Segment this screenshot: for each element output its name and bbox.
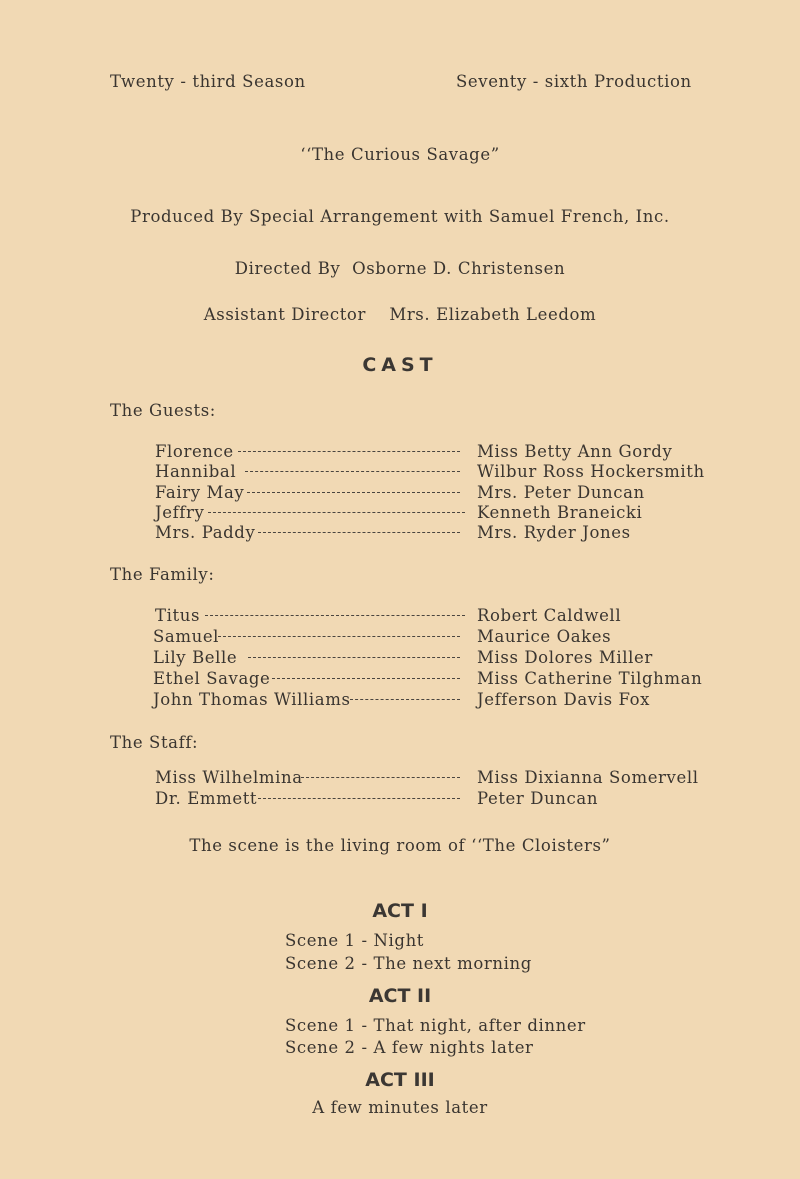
act-heading: ACT III (365, 1069, 435, 1091)
produced-by-line: Produced By Special Arrangement with Samuel French, Inc. (130, 207, 670, 226)
cast-row (0, 648, 800, 670)
role-name: Mrs. Paddy (155, 523, 256, 542)
actor-name: Robert Caldwell (477, 606, 622, 625)
scene-line: Scene 1 - That night, after dinner (285, 1016, 586, 1035)
dash-leader (301, 777, 460, 778)
actor-name: Miss Betty Ann Gordy (477, 442, 673, 461)
season-label: Twenty - third Season (110, 72, 306, 91)
act-heading: ACT I (372, 900, 428, 922)
actor-name: Maurice Oakes (477, 627, 612, 646)
assistant-director-line: Assistant Director Mrs. Elizabeth Leedom (203, 305, 597, 324)
dash-leader (248, 657, 460, 658)
role-name: Hannibal (155, 462, 237, 481)
actor-name: Mrs. Peter Duncan (477, 483, 645, 502)
dash-leader (258, 798, 460, 799)
group-label-family: The Family: (110, 565, 215, 584)
scene-line: Scene 1 - Night (285, 931, 425, 950)
role-name: Florence (155, 442, 234, 461)
director-line: Directed By Osborne D. Christensen (234, 259, 566, 278)
scene-line: A few minutes later (312, 1098, 488, 1117)
actor-name: Jefferson Davis Fox (477, 690, 651, 709)
cast-row (0, 503, 800, 525)
cast-row (0, 462, 800, 484)
cast-heading: CAST (362, 354, 438, 376)
dash-leader (218, 636, 460, 637)
actor-name: Miss Catherine Tilghman (477, 669, 703, 688)
cast-row (0, 523, 800, 545)
dash-leader (208, 512, 465, 513)
actor-name: Miss Dixianna Somervell (477, 768, 699, 787)
dash-leader (247, 492, 460, 493)
role-name: Titus (155, 606, 201, 625)
role-name: John Thomas Williams (153, 690, 351, 709)
scene-setting: The scene is the living room of ‘‘The Cloisters” (189, 836, 611, 855)
dash-leader (272, 678, 460, 679)
role-name: Samuel (153, 627, 220, 646)
play-title: ‘‘The Curious Savage” (300, 145, 500, 164)
dash-leader (350, 699, 460, 700)
role-name: Lily Belle (153, 648, 238, 667)
cast-row (0, 442, 800, 464)
group-label-guests: The Guests: (110, 401, 216, 420)
cast-row (0, 789, 800, 811)
cast-row (0, 627, 800, 649)
role-name: Ethel Savage (153, 669, 271, 688)
production-label: Seventy - sixth Production (456, 72, 692, 91)
role-name: Fairy May (155, 483, 245, 502)
role-name: Dr. Emmett (155, 789, 258, 808)
scene-line: Scene 2 - A few nights later (285, 1038, 534, 1057)
actor-name: Mrs. Ryder Jones (477, 523, 631, 542)
group-label-staff: The Staff: (110, 733, 199, 752)
act-heading: ACT II (368, 985, 432, 1007)
scene-line: Scene 2 - The next morning (285, 954, 532, 973)
actor-name: Peter Duncan (477, 789, 599, 808)
dash-leader (205, 615, 465, 616)
actor-name: Wilbur Ross Hockersmith (477, 462, 705, 481)
dash-leader (258, 532, 460, 533)
actor-name: Kenneth Braneicki (477, 503, 643, 522)
cast-row (0, 606, 800, 628)
cast-row (0, 768, 800, 790)
role-name: Miss Wilhelmina (155, 768, 303, 787)
cast-row (0, 669, 800, 691)
role-name: Jeffry (155, 503, 205, 522)
dash-leader (245, 471, 460, 472)
cast-row (0, 690, 800, 712)
cast-row (0, 483, 800, 505)
actor-name: Miss Dolores Miller (477, 648, 653, 667)
dash-leader (238, 451, 460, 452)
